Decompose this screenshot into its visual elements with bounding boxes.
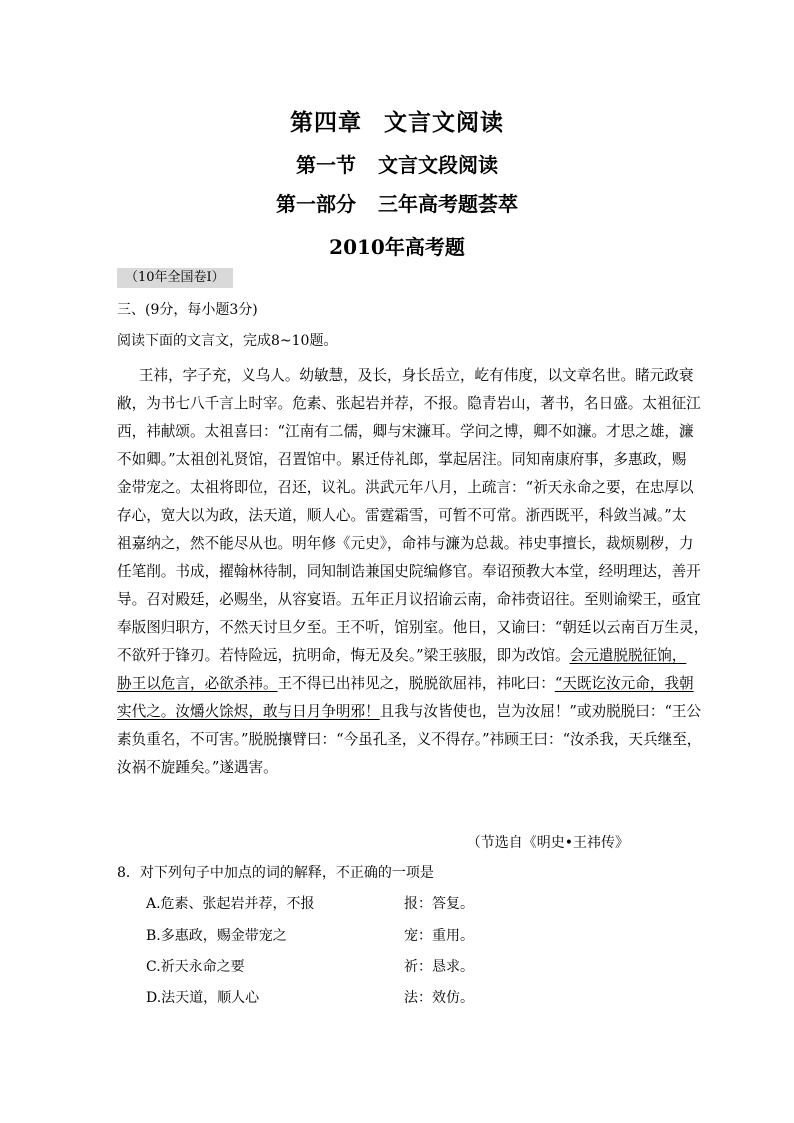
option-gloss: 法：效仿。	[404, 990, 474, 1006]
section-heading	[0, 149, 794, 178]
chapter-number: 第四章	[290, 109, 362, 136]
chapter-heading	[0, 104, 794, 137]
section-title: 文言文段阅读	[378, 153, 498, 177]
part-heading	[0, 188, 794, 217]
option-gloss: 报：答复。	[404, 896, 474, 912]
year-heading: 2010年高考题	[329, 235, 465, 259]
passage-source: （节选自《明史•王祎传》	[466, 835, 629, 851]
passage-line: 任笔削。书成，擢翰林待制，同知制诰兼国史院编修官。奉诏预教大本堂，经明理达，善开	[117, 563, 701, 580]
passage-line: 西，祎献颂。太祖喜曰：“江南有二儒，卿与宋濂耳。学问之博，卿不如濂。才思之雄，濂	[117, 423, 694, 440]
reading-instruction: 阅读下面的文言文，完成8~10题。	[117, 333, 338, 349]
passage-line: 不如卿。”太祖创礼贤馆，召置馆中。累迁侍礼郎，掌起居注。同知南康府事，多惠政，赐	[117, 451, 687, 468]
underlined-sentence: 胁王以危言，必欲杀祎。	[117, 675, 278, 692]
passage-line: 敝，为书七八千言上时宰。危素、张起岩并荐，不报。隐青岩山，著书，名日盛。太祖征江	[117, 395, 701, 412]
underlined-sentence: “天既讫汝元命，我朝	[554, 675, 694, 692]
section-number: 第一节	[296, 153, 356, 177]
part-number: 第一部分	[276, 192, 356, 216]
passage-line: 实代之。汝爝火馀烬，敢与日月争明邪！且我与汝皆使也，岂为汝屈！”或劝脱脱曰：“王公	[117, 703, 702, 720]
question-8-stem: 8．对下列句子中加点的词的解释，不正确的一项是	[117, 865, 434, 881]
chapter-title: 文言文阅读	[384, 109, 504, 136]
option-text: B.多惠政，赐金带宠之	[146, 928, 287, 944]
passage-line: 金带宠之。太祖将即位，召还，议礼。洪武元年八月，上疏言：“祈天永命之要，在忠厚以	[117, 479, 694, 496]
passage-line: 存心，宽大以为政，法天道，顺人心。雷霆霜雪，可暂不可常。浙西既平，科敛当减。”太	[117, 507, 687, 524]
part-title: 三年高考题荟萃	[378, 192, 518, 216]
option-gloss: 祈：恳求。	[404, 959, 474, 975]
option-text: A.危素、张起岩并荐，不报	[146, 896, 315, 912]
passage-line: 素负重名，不可害。”脱脱攘臂曰：“今虽孔圣，义不得存。”祎顾王曰：“汝杀我，天兵继至，	[117, 731, 702, 748]
passage-line: 王祎，字子充，义乌人。幼敏慧，及长，身长岳立，屹有伟度，以文章名世。睹元政衰	[138, 367, 694, 384]
passage-line: 祖嘉纳之，然不能尽从也。明年修《元史》，命祎与濂为总裁。祎史事擅长，裁烦剔秽，力	[117, 535, 694, 552]
underlined-sentence: 实代之。汝爝火馀烬，敢与日月争明邪！	[117, 703, 380, 720]
passage-line: 胁王以危言，必欲杀祎。王不得已出祎见之，脱脱欲屈祎，祎叱曰：“天既讫汝元命，我朝	[117, 675, 694, 692]
passage-line: 不欲歼于锋刃。若恃险远，抗明命，悔无及矣。”梁王骇服，即为改馆。会元遣脱脱征饷，	[117, 647, 687, 664]
option-text: C.祈天永命之要	[146, 959, 245, 975]
exam-source-tag: （10年全国卷Ⅰ）	[117, 268, 233, 288]
option-text: D.法天道，顺人心	[146, 990, 260, 1006]
passage-line: 奉版图归职方，不然天讨旦夕至。王不听，馆别室。他日，又谕曰：“朝廷以云南百万生灵，	[117, 619, 709, 636]
passage-line: 汝祸不旋踵矣。”遂遇害。	[117, 759, 278, 776]
underlined-sentence: 会元遣脱脱征饷，	[569, 647, 687, 664]
passage-line: 导。召对殿廷，必赐坐，从容宴语。五年正月议招谕云南，命祎赍诏往。至则谕梁王，亟宜	[117, 591, 701, 608]
section-instruction: 三、(9分，每小题3分)	[117, 302, 258, 318]
classical-passage	[117, 362, 709, 782]
option-gloss: 宠：重用。	[404, 928, 474, 944]
